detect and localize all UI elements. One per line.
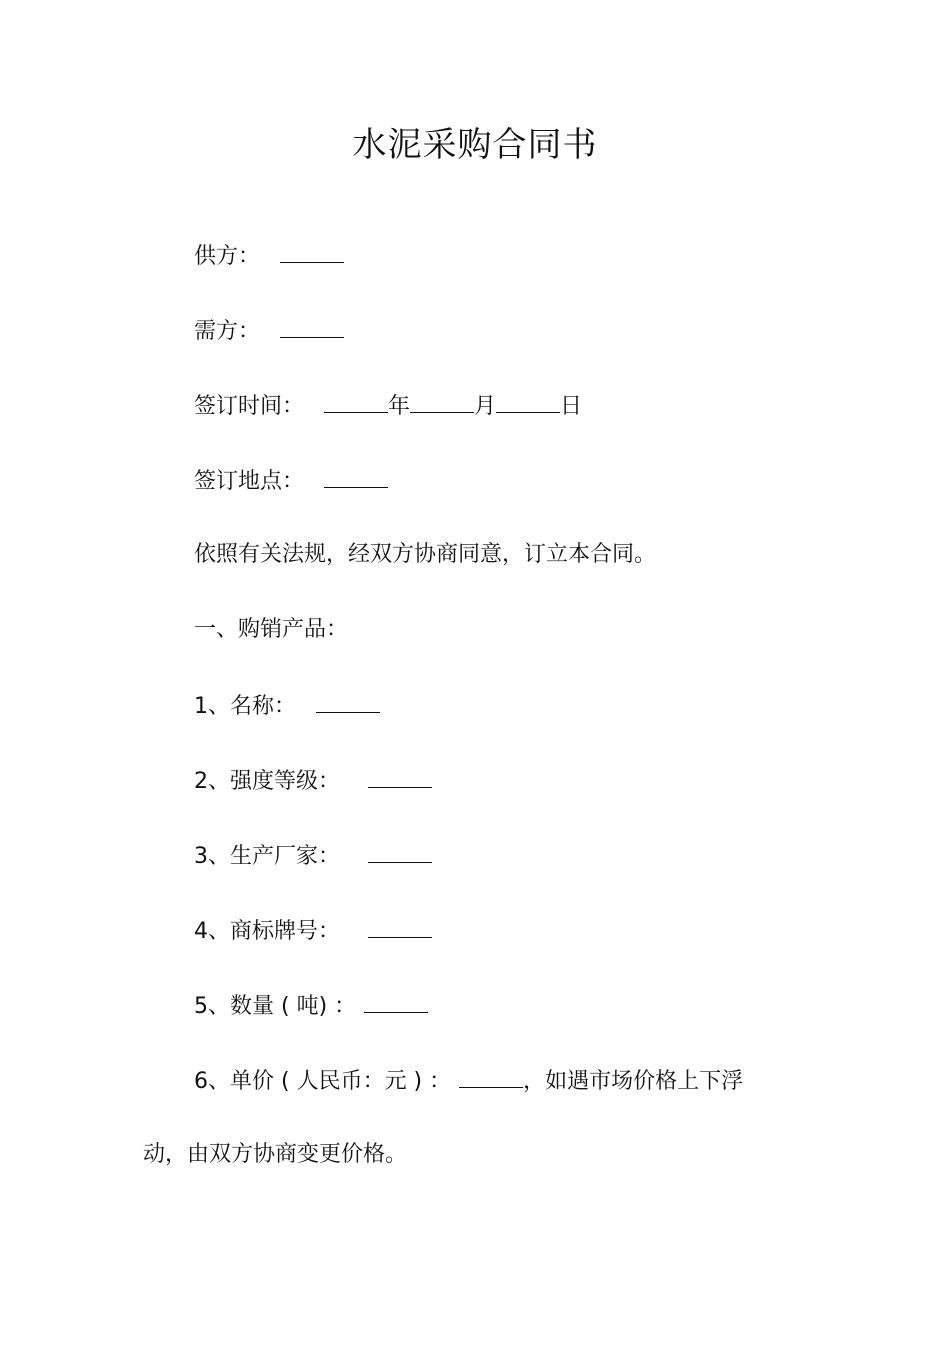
item6-tail: ，如遇市场价格上下浮 [523,1069,744,1094]
item4-blank [368,915,432,938]
item4-label: 4、商标牌号： [194,919,340,944]
day-label: 日 [560,394,583,419]
item5-label: 5、数量 ( 吨) ： [194,994,357,1019]
sign-time-label: 签订时间： [194,394,305,419]
item5-line [194,990,428,1022]
buyer-label: 需方： [194,319,261,344]
item1-blank [316,690,380,713]
item1-label: 1、名称： [194,694,296,719]
sign-time-line [194,390,582,422]
item3-blank [368,840,432,863]
section1-heading: 一、购销产品： [194,617,349,642]
item6-continuation: 动，由双方协商变更价格。 [143,1142,408,1167]
item5-blank [364,990,428,1013]
item2-label: 2、强度等级： [194,769,340,794]
item3-line [194,840,432,872]
day-blank [496,390,560,413]
sign-place-blank [324,465,388,488]
year-label: 年 [388,394,411,419]
sign-place-label: 签订地点： [194,469,305,494]
item1-line [194,690,380,722]
item6-blank [459,1065,523,1088]
item6-line [194,1065,743,1097]
item2-line [194,765,432,797]
item2-blank [368,765,432,788]
document-title: 水泥采购合同书 [352,125,598,165]
year-blank [324,390,388,413]
supplier-label: 供方： [194,244,261,269]
intro-paragraph: 依照有关法规，经双方协商同意，订立本合同。 [194,542,657,567]
buyer-blank [280,315,344,338]
item4-line [194,915,432,947]
supplier-blank [280,240,344,263]
month-blank [410,390,474,413]
month-label: 月 [474,394,497,419]
item3-label: 3、生产厂家： [194,844,340,869]
sign-place-line [194,465,388,497]
supplier-line [194,240,344,272]
buyer-line [194,315,344,347]
item6-label: 6、单价 ( 人民币：元 ) ： [194,1069,452,1094]
